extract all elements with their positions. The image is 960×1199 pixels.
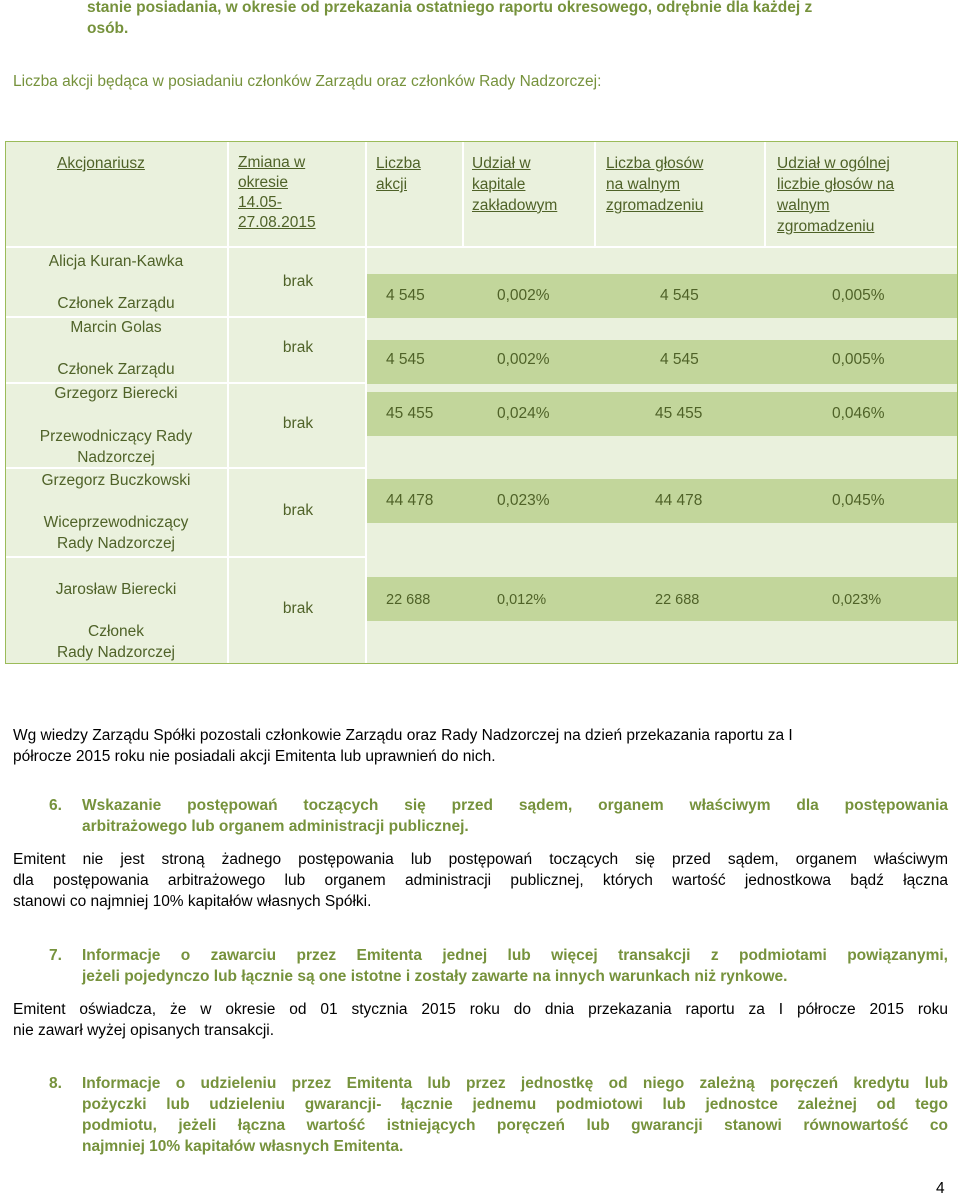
section-6-body: Emitent nie jest stroną żadnego postępowania lub postępowań toczących się przed sądem, organem właściwym dla postępowania arbitrażowego lub organem administracji publicznej, których wartość jednostkowa bądź łączna stanowi co najmniej 10% kapitałów własnych Spółki. <box>13 851 948 910</box>
change-value: brak <box>282 273 314 290</box>
capital-share-value: 0,023% <box>497 492 550 509</box>
table-subtitle: Liczba akcji będąca w posiadaniu członków Zarządu oraz członków Rady Nadzorczej: <box>13 73 602 90</box>
change-value: brak <box>282 339 314 356</box>
header-zmiana: Zmiana w okresie 14.05- 27.08.2015 <box>238 154 316 231</box>
shares-value: 4 545 <box>386 351 425 368</box>
capital-share-value: 0,012% <box>497 592 547 608</box>
section-7-number: 7. <box>49 947 62 964</box>
votes-share-value: 0,046% <box>832 405 885 422</box>
change-value: brak <box>282 415 314 432</box>
section-7-title: Informacje o zawarciu przez Emitenta jednej lub więcej transakcji z podmiotami powiązanymi, jeżeli pojedynczo lub łącznie są one istotne i zostały zawarte na innych warunkach niż rynkowe. <box>82 947 948 985</box>
shareholder-role: Wiceprzewodniczący <box>43 514 189 531</box>
change-value: brak <box>282 502 314 519</box>
change-value: brak <box>282 600 314 617</box>
shareholder-name: Marcin Golas <box>70 319 162 336</box>
votes-value: 4 545 <box>660 287 699 304</box>
section-6-number: 6. <box>49 797 62 814</box>
votes-share-value: 0,005% <box>832 287 885 304</box>
shareholder-role: Członek Zarządu <box>57 295 175 312</box>
votes-share-value: 0,005% <box>832 351 885 368</box>
shareholder-role-cont: Rady Nadzorczej <box>56 535 176 552</box>
shares-value: 44 478 <box>386 492 434 509</box>
section-7-body: Emitent oświadcza, że w okresie od 01 stycznia 2015 roku do dnia przekazania raportu za I półrocze 2015 roku nie zawarł wyżej opisanych transakcji. <box>13 1001 948 1039</box>
after-table-line-2: półrocze 2015 roku nie posiadali akcji Emitenta lub uprawnień do nich. <box>13 748 496 765</box>
shareholder-name: Grzegorz Buczkowski <box>41 472 191 489</box>
shareholder-name: Grzegorz Bierecki <box>54 385 178 402</box>
header-liczba-glosow: Liczba głosów na walnym zgromadzeniu <box>606 155 704 214</box>
votes-share-value: 0,045% <box>832 492 885 509</box>
intro-line-2: osób. <box>87 20 129 37</box>
votes-value: 45 455 <box>655 405 703 422</box>
shares-value: 22 688 <box>386 592 431 608</box>
votes-value: 44 478 <box>655 492 703 509</box>
header-udzial-kapital: Udział w kapitale zakładowym <box>472 155 558 214</box>
shares-value: 4 545 <box>386 287 425 304</box>
votes-share-value: 0,023% <box>832 592 882 608</box>
votes-value: 22 688 <box>655 592 700 608</box>
shares-value: 45 455 <box>386 405 434 422</box>
shareholder-role: Przewodniczący Rady <box>39 428 193 445</box>
section-8-title: Informacje o udzieleniu przez Emitenta lub przez jednostkę od niego zależną poręczeń kredytu lub pożyczki lub udzieleniu gwarancji- łącznie jednemu podmiotowi lub jednostce zależnej od tego podmiotu, jeżeli łączna wartość istniejących poręczeń lub gwarancji stanowi równowartość co najmniej 10% kapitałów własnych Emitenta. <box>82 1075 948 1155</box>
capital-share-value: 0,002% <box>497 351 550 368</box>
header-liczba-akcji: Liczba akcji <box>376 155 421 193</box>
header-udzial-glosy: Udział w ogólnej liczbie głosów na walnym zgromadzeniu <box>777 155 895 235</box>
votes-value: 4 545 <box>660 351 699 368</box>
shareholder-name: Alicja Kuran-Kawka <box>48 253 184 270</box>
shareholders-table <box>5 141 958 664</box>
shareholder-role: Członek Zarządu <box>57 361 175 378</box>
section-8-number: 8. <box>49 1075 62 1092</box>
shareholder-role: Członek <box>88 623 144 640</box>
page-number: 4 <box>936 1180 945 1197</box>
shareholder-role-cont: Nadzorczej <box>77 449 155 466</box>
after-table-line-1: Wg wiedzy Zarządu Spółki pozostali członkowie Zarządu oraz Rady Nadzorczej na dzień przekazania raportu za I <box>13 727 793 744</box>
section-6-title: Wskazanie postępowań toczących się przed sądem, organem właściwym dla postępowania arbitrażowego lub organem administracji publicznej. <box>82 797 948 835</box>
capital-share-value: 0,024% <box>497 405 550 422</box>
header-akcjonariusz: Akcjonariusz <box>57 155 145 172</box>
intro-line-1: stanie posiadania, w okresie od przekazania ostatniego raportu okresowego, odrębnie dla każdej z <box>87 0 813 16</box>
capital-share-value: 0,002% <box>497 287 550 304</box>
shareholder-role-cont: Rady Nadzorczej <box>56 644 176 661</box>
shareholder-name: Jarosław Bierecki <box>55 581 177 598</box>
